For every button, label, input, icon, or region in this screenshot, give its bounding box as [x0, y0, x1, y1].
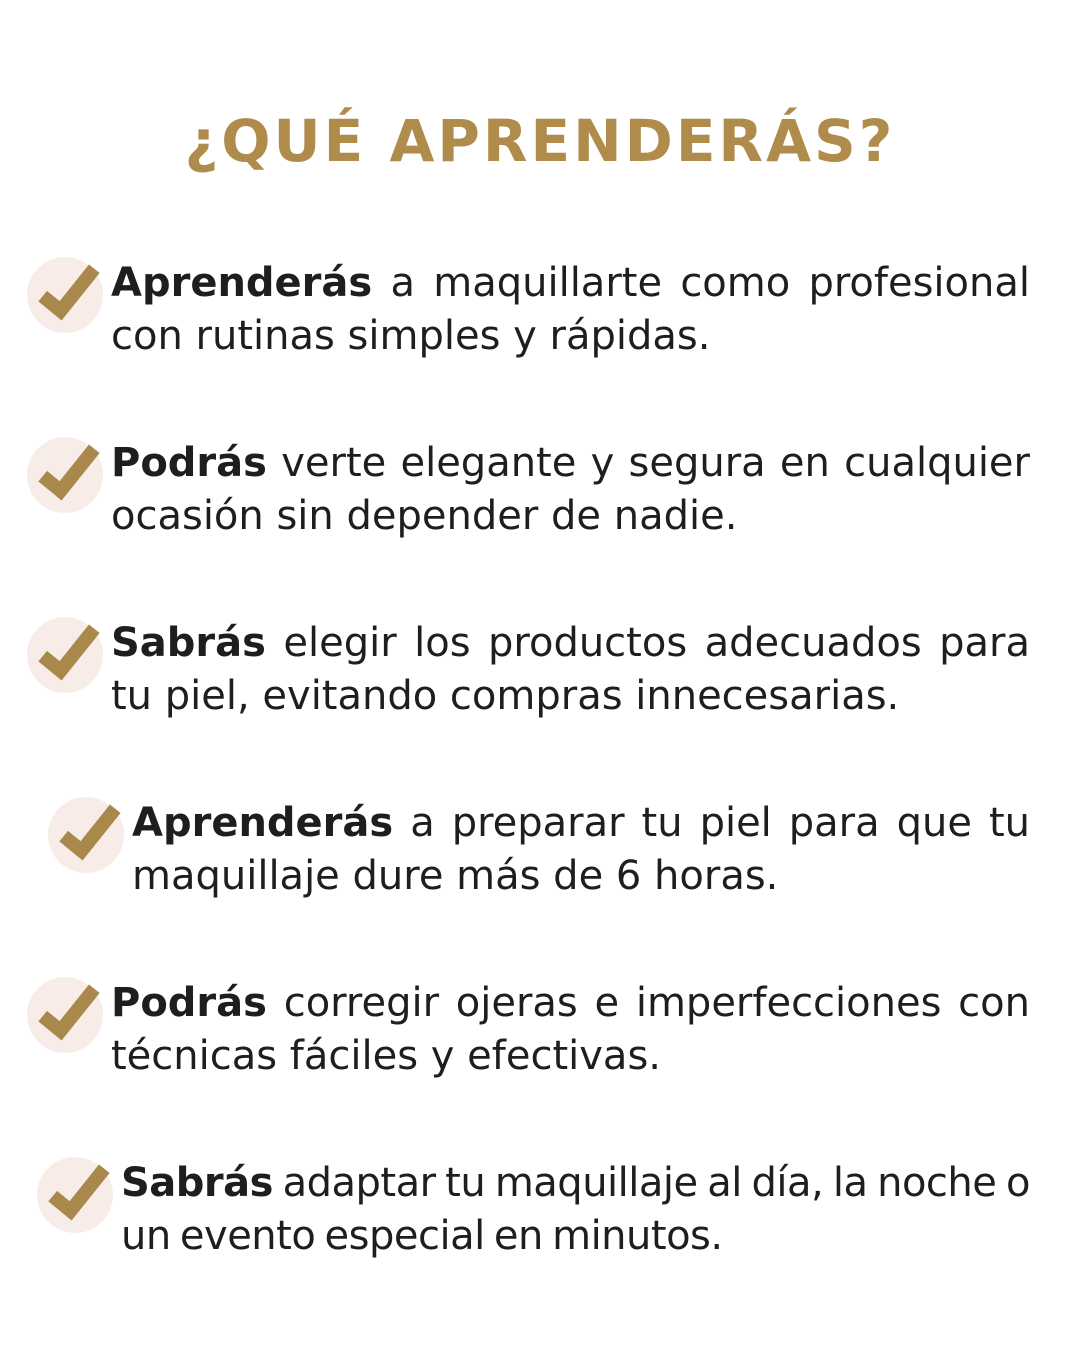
- item-lead: Podrás: [111, 979, 267, 1026]
- item-rest: adaptar tu maquillaje al día, la noche o un evento especial en minutos.: [121, 1159, 1030, 1259]
- list-item: [27, 1157, 1030, 1263]
- check-icon: [27, 617, 103, 693]
- item-lead: Sabrás: [111, 619, 266, 666]
- list-item: [27, 977, 1030, 1083]
- item-text: [111, 977, 1030, 1083]
- check-icon: [48, 797, 124, 873]
- item-rest: verte elegante y segura en cualquier ocasión sin depender de nadie.: [111, 439, 1030, 539]
- benefits-list: [0, 257, 1080, 1263]
- item-rest: a preparar tu piel para que tu maquillaje dure más de 6 horas.: [132, 799, 1030, 899]
- item-text: [121, 1157, 1030, 1263]
- item-text: [111, 257, 1030, 363]
- item-rest: corregir ojeras e imperfecciones con técnicas fáciles y efectivas.: [111, 979, 1030, 1079]
- check-icon: [37, 1157, 113, 1233]
- item-rest: elegir los productos adecuados para tu piel, evitando compras innecesarias.: [111, 619, 1030, 719]
- check-icon: [27, 977, 103, 1053]
- item-lead: Sabrás: [121, 1159, 273, 1206]
- check-icon: [27, 437, 103, 513]
- item-lead: Aprenderás: [132, 799, 394, 846]
- list-item: [27, 257, 1030, 363]
- item-lead: Aprenderás: [111, 259, 373, 306]
- list-item: [27, 437, 1030, 543]
- item-text: [111, 437, 1030, 543]
- page-title: ¿QUÉ APRENDERÁS?: [184, 107, 896, 175]
- check-icon: [27, 257, 103, 333]
- item-text: [111, 617, 1030, 723]
- list-item: [27, 797, 1030, 903]
- list-item: [27, 617, 1030, 723]
- item-rest: a maquillarte como profesional con rutinas simples y rápidas.: [111, 259, 1030, 359]
- item-text: [132, 797, 1030, 903]
- item-lead: Podrás: [111, 439, 267, 486]
